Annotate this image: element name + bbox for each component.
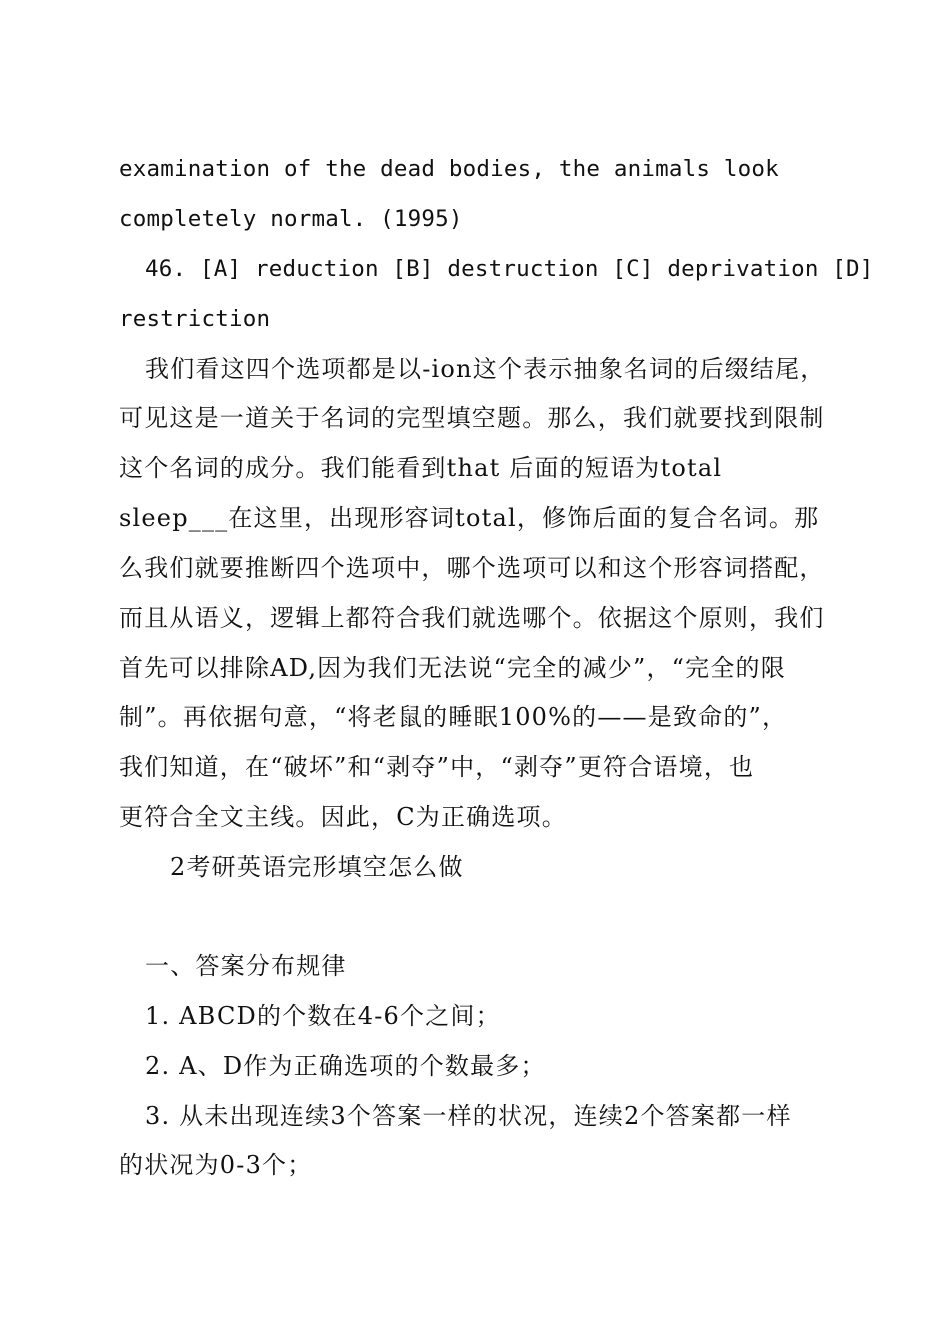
analysis-line-10: 更符合全文主线。因此，C为正确选项。 (119, 803, 567, 831)
analysis-line-7: 首先可以排除AD,因为我们无法说“完全的减少”，“完全的限 (119, 654, 786, 682)
analysis-line-8: 制”。再依据句意，“将老鼠的睡眠100%的——是致命的”， (119, 703, 788, 731)
question-46-options-line-1: 46. [A] reduction [B] destruction [C] deprivation [D] (145, 256, 874, 282)
section-heading: 2考研英语完形填空怎么做 (170, 853, 464, 881)
analysis-line-3: 这个名词的成分。我们能看到that 后面的短语为total (119, 454, 723, 482)
rule-item-2: 2. A、D作为正确选项的个数最多； (145, 1052, 546, 1080)
analysis-line-1: 我们看这四个选项都是以-ion这个表示抽象名词的后缀结尾， (145, 355, 826, 383)
analysis-line-5: 么我们就要推断四个选项中，哪个选项可以和这个形容词搭配， (119, 554, 825, 582)
analysis-line-9: 我们知道，在“破坏”和“剥夺”中，“剥夺”更符合语境，也 (119, 753, 755, 781)
rule-item-1: 1. ABCD的个数在4-6个之间； (145, 1002, 501, 1030)
question-46-options-line-2: restriction (119, 306, 271, 332)
english-intro-line-2: completely normal. (1995) (119, 206, 463, 232)
analysis-line-4: sleep___在这里，出现形容词total，修饰后面的复合名词。那 (119, 504, 820, 532)
rule-item-3: 3. 从未出现连续3个答案一样的状况，连续2个答案都一样 (145, 1102, 792, 1130)
analysis-line-2: 可见这是一道关于名词的完型填空题。那么，我们就要找到限制 (119, 404, 825, 432)
analysis-line-6: 而且从语义，逻辑上都符合我们就选哪个。依据这个原则，我们 (119, 604, 825, 632)
rule-item-3-continued: 的状况为0-3个； (119, 1151, 313, 1179)
subheading-answer-distribution: 一、答案分布规律 (145, 952, 347, 980)
english-intro-line-1: examination of the dead bodies, the animals look (119, 156, 779, 182)
